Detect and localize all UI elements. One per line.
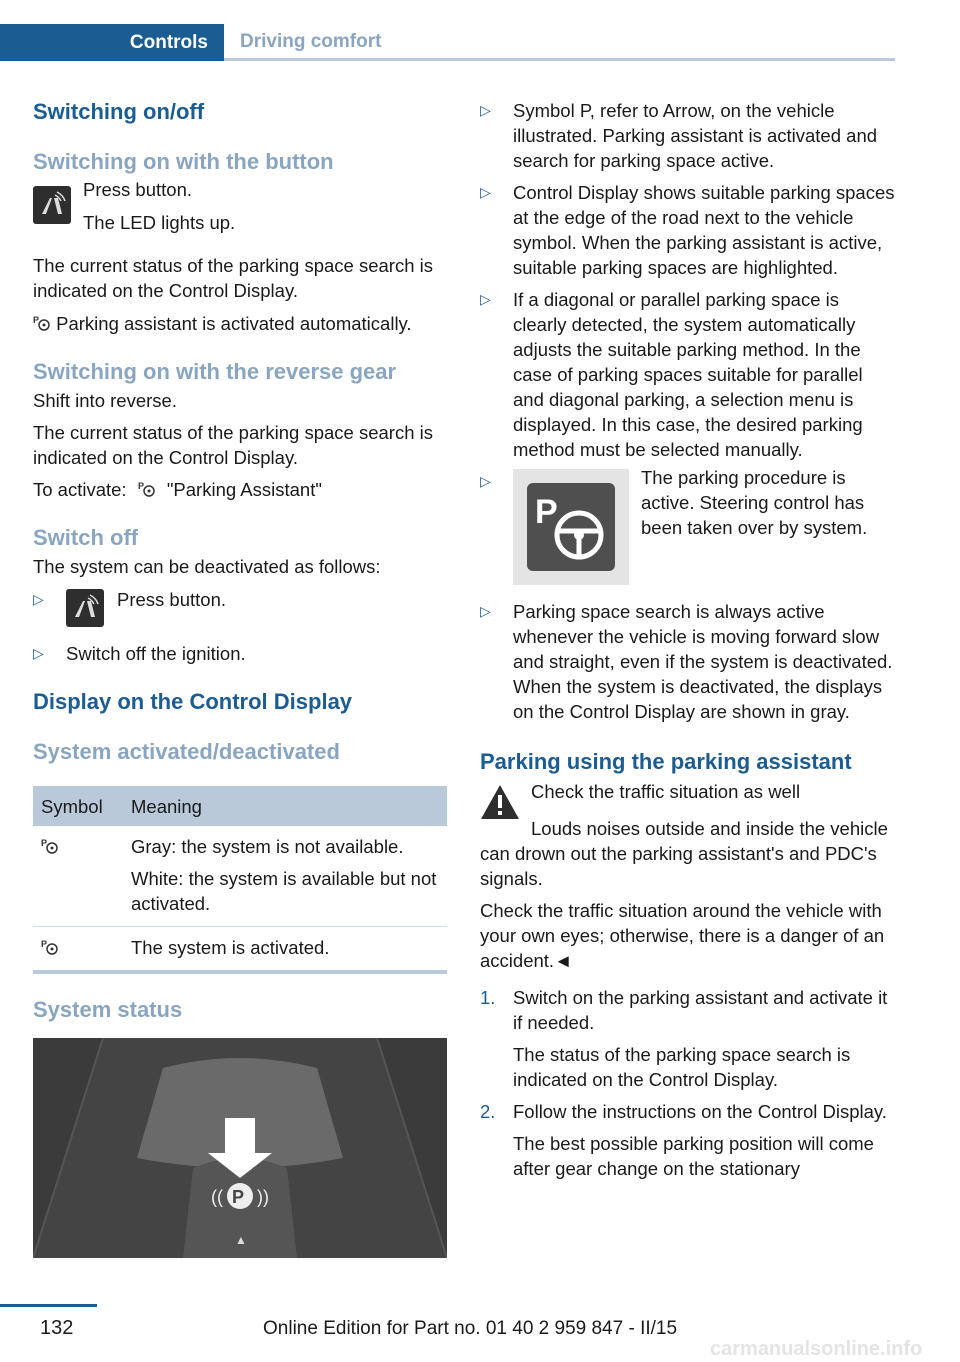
table-header-meaning: Meaning: [123, 786, 447, 826]
list-item: 2. Follow the instructions on the Control Display. The best possible parking position will come after gear change on the stationary: [480, 1101, 887, 1179]
list-item: ▷ Symbol P, refer to Arrow, on the vehicle illustrated. Parking assistant is activated and search for parking space active.: [480, 100, 878, 171]
list-item: ▷ Press button.: [33, 587, 447, 627]
parking-procedure-icon: [513, 469, 629, 585]
symbol-table: [33, 786, 447, 974]
svg-text:P: P: [41, 939, 48, 949]
left-column: [33, 98, 447, 1258]
bullet-icon: ▷: [33, 645, 44, 661]
parking-assistant-button-icon: [66, 589, 104, 627]
table-row: P The system is activated.: [33, 927, 447, 973]
warning-text: Louds noises outside and inside the vehicle can drown out the parking assistant's and PDC's signals.: [480, 818, 888, 889]
svg-text:P: P: [33, 315, 40, 325]
status-text: The current status of the parking space search is indicated on the Control Display.: [33, 255, 434, 301]
svg-text:P: P: [137, 481, 144, 491]
heading-parking-using: Parking using the parking assistant: [480, 749, 852, 774]
bullet-icon: ▷: [480, 291, 491, 307]
parking-assistant-icon: [33, 314, 51, 332]
table-header-symbol: Symbol: [33, 786, 123, 826]
tab-controls[interactable]: Controls: [0, 24, 224, 61]
bullet-icon: ▷: [480, 184, 491, 200]
warning-icon: [480, 784, 520, 820]
svg-text:P: P: [41, 838, 48, 848]
table-row: P Gray: the system is not available. White: the system is available but not activated.: [33, 826, 447, 927]
auto-activated-text: P Parking assistant is activated automatically.: [33, 313, 412, 334]
svg-text:((: ((: [211, 1187, 223, 1207]
svg-text:P: P: [535, 493, 558, 531]
press-button-text: Press button.: [83, 179, 193, 200]
watermark: carmanualsonline.info: [710, 1338, 923, 1360]
svg-text:▲: ▲: [235, 1233, 247, 1247]
list-item: 1. Switch on the parking assistant and activate it if needed. The status of the parking space search is indicated on the Control Display.: [480, 987, 888, 1090]
heading-switching-on-off: Switching on/off: [33, 99, 205, 124]
parking-assistant-icon: [138, 480, 156, 498]
heading-switch-on-button: Switching on with the button: [33, 149, 334, 174]
heading-activated: System activated/deactivated: [33, 739, 340, 764]
svg-text:P: P: [232, 1187, 245, 1207]
warning-title: Check the traffic situation as well: [531, 781, 801, 802]
parking-assistant-button-icon: [33, 186, 71, 224]
svg-text:)): )): [257, 1187, 269, 1207]
tab-driving-comfort[interactable]: Driving comfort: [224, 24, 895, 61]
bullet-icon: ▷: [480, 102, 491, 118]
heading-reverse-gear: Switching on with the reverse gear: [33, 359, 397, 384]
bullet-icon: ▷: [33, 591, 44, 607]
parking-assistant-gray-icon: [41, 837, 59, 855]
bullet-icon: ▷: [480, 603, 491, 619]
deactivate-intro: The system can be deactivated as follows:: [33, 556, 381, 577]
list-item: ▷ P The parking procedure is active. Steering control has been taken over by system.: [480, 469, 896, 585]
right-column: [480, 98, 896, 1181]
heading-switch-off: Switch off: [33, 525, 139, 550]
parking-assistant-active-icon: [41, 938, 59, 956]
shift-text: Shift into reverse.: [33, 390, 177, 411]
page-number: 132: [40, 1317, 74, 1339]
warning-text-2: Check the traffic situation around the vehicle with your own eyes; otherwise, there is a danger of an accident.◄: [480, 900, 885, 971]
heading-display: Display on the Control Display: [33, 689, 353, 714]
list-item: ▷ If a diagonal or parallel parking space is clearly detected, the system automatically adjusts the suitable parking method. In the case of parking spaces suitable for parallel and diagonal parking, a selection menu is displayed. In this case, the desired parking method must be selected manually.: [480, 289, 863, 460]
bullet-icon: ▷: [480, 473, 491, 489]
led-text: The LED lights up.: [83, 212, 236, 233]
status-text-2: The current status of the parking space search is indicated on the Control Display.: [33, 422, 434, 468]
edition-text: Online Edition for Part no. 01 40 2 959 847 - II/15: [263, 1318, 678, 1339]
activate-text: To activate: P "Parking Assistant": [33, 479, 322, 500]
system-status-illustration: [33, 1038, 447, 1258]
footer-rule: [0, 1304, 97, 1307]
list-item: ▷ Control Display shows suitable parking spaces at the edge of the road next to the vehicle symbol. When the parking assistant is active, suitable parking spaces are highlighted.: [480, 182, 895, 278]
list-item: ▷ Parking space search is always active whenever the vehicle is moving forward slow and straight, even if the system is deactivated. When the system is deactivated, the displays on the Control Display are shown in gray.: [480, 601, 893, 722]
list-item: ▷ Switch off the ignition.: [33, 643, 246, 664]
heading-system-status: System status: [33, 997, 183, 1022]
